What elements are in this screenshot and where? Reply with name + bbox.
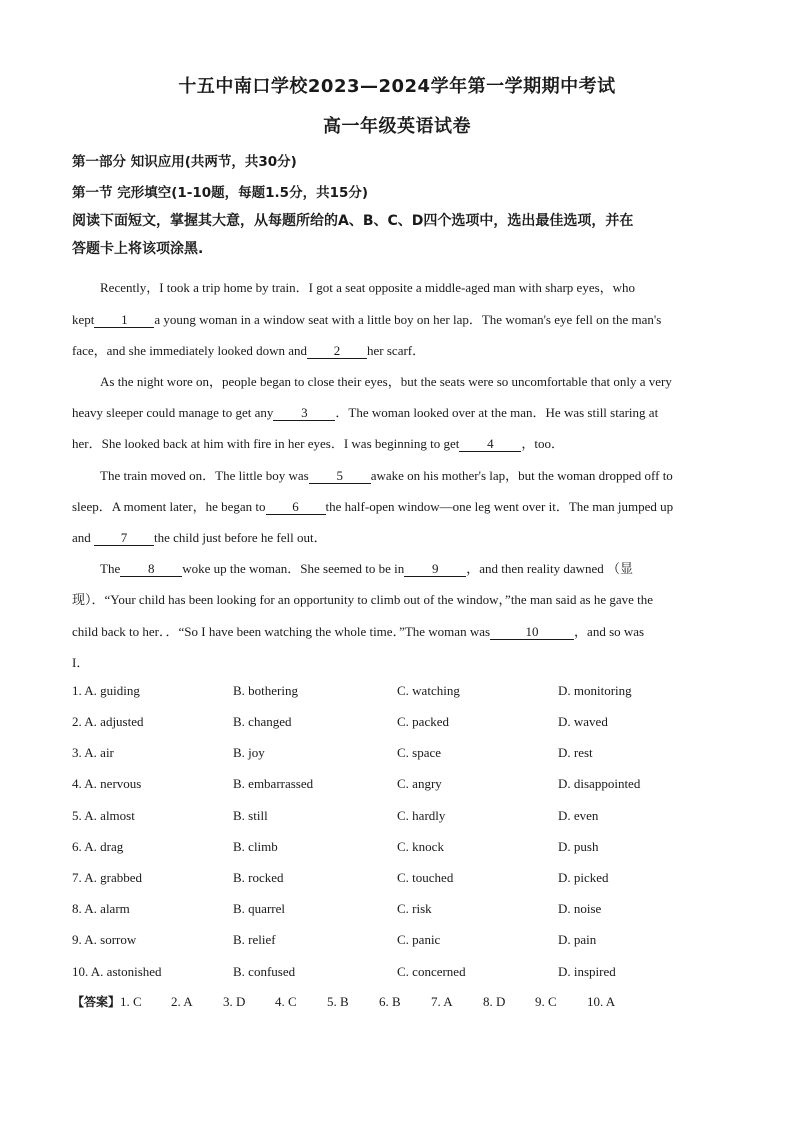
passage-line: face，and she immediately looked down and 2 her scarf．	[72, 343, 426, 358]
answer-item: 7. A	[431, 994, 453, 1009]
option-b: B. embarrassed	[233, 776, 314, 791]
option-c: C. angry	[397, 776, 442, 791]
option-a: 8. A. alarm	[72, 901, 130, 916]
blank-6: 6	[266, 500, 326, 515]
answer-item: 2. A	[171, 994, 193, 1009]
blank-9: 9	[404, 562, 466, 577]
option-a: 9. A. sorrow	[72, 932, 137, 947]
passage-line: kept 1 a young woman in a window seat with a little boy on her lap．The woman's eye fell on the man's	[72, 312, 662, 327]
answer-item: 1. C	[120, 994, 142, 1009]
option-d: D. rest	[558, 745, 593, 760]
answer-item: 9. C	[535, 994, 557, 1009]
option-a: 3. A. air	[72, 745, 114, 760]
option-c: C. watching	[397, 683, 460, 698]
option-b: B. confused	[233, 964, 296, 979]
passage-line: The train moved on．The little boy was 5 awake on his mother's lap，but the woman dropped off to	[100, 468, 673, 483]
answer-item: 3. D	[223, 994, 246, 1009]
answer-key	[72, 993, 615, 1010]
answer-item: 4. C	[275, 994, 297, 1009]
option-d: D. even	[558, 808, 599, 823]
option-a: 5. A. almost	[72, 808, 135, 823]
option-c: C. knock	[397, 839, 444, 854]
passage-line: Recently，I took a trip home by train．I got a seat opposite a middle-aged man with sharp eyes，who	[100, 280, 636, 295]
section-heading: 第一节 完形填空(1-10题，每题1.5分，共15分)	[72, 185, 369, 201]
passage-line: I．	[72, 655, 90, 670]
option-c: C. risk	[397, 901, 432, 916]
passage-line: sleep．A moment later，he began to 6 the half-open window—one leg went over it．The man jumped up	[72, 499, 674, 514]
option-a: 6. A. drag	[72, 839, 124, 854]
option-b: B. bothering	[233, 683, 298, 698]
option-a: 7. A. grabbed	[72, 870, 143, 885]
answer-item: 6. B	[379, 994, 401, 1009]
option-b: B. relief	[233, 932, 276, 947]
blank-4: 4	[459, 437, 521, 452]
option-d: D. picked	[558, 870, 609, 885]
passage-line: heavy sleeper could manage to get any 3 ．The woman looked over at the man．He was still staring at	[72, 405, 659, 420]
option-a: 1. A. guiding	[72, 683, 140, 698]
instruction-line-1: 阅读下面短文，掌握其大意，从每题所给的A、B、C、D四个选项中，选出最佳选项，并在	[72, 213, 634, 229]
passage-line: her．She looked back at him with fire in her eyes．I was beginning to get 4 ，too．	[72, 436, 564, 451]
option-d: D. waved	[558, 714, 608, 729]
answer-item: 8. D	[483, 994, 506, 1009]
blank-1: 1	[94, 313, 154, 328]
option-c: C. touched	[397, 870, 454, 885]
passage-line: The 8 woke up the woman．She seemed to be in 9 ，and then reality dawned （显	[100, 561, 634, 576]
answer-item: 5. B	[327, 994, 349, 1009]
blank-5: 5	[309, 469, 371, 484]
passage-line: 现）．“Your child has been looking for an opportunity to climb out of the window，”the man said as he gave the	[72, 592, 654, 607]
exam-title: 十五中南口学校2023—2024学年第一学期期中考试	[178, 76, 616, 97]
option-b: B. still	[233, 808, 268, 823]
option-d: D. push	[558, 839, 599, 854]
option-b: B. quarrel	[233, 901, 285, 916]
blank-10: 10	[490, 625, 574, 640]
option-c: C. concerned	[397, 964, 466, 979]
passage-line: As the night wore on，people began to close their eyes，but the seats were so uncomfortable that only a very	[100, 374, 672, 389]
option-a: 4. A. nervous	[72, 776, 142, 791]
option-b: B. changed	[233, 714, 292, 729]
blank-8: 8	[120, 562, 182, 577]
blank-2: 2	[307, 344, 367, 359]
part-heading: 第一部分 知识应用(共两节，共30分)	[72, 154, 297, 170]
answer-item: 10. A	[587, 994, 616, 1009]
option-d: D. noise	[558, 901, 602, 916]
option-c: C. panic	[397, 932, 441, 947]
option-a: 2. A. adjusted	[72, 714, 144, 729]
option-d: D. inspired	[558, 964, 616, 979]
exam-subtitle: 高一年级英语试卷	[323, 116, 471, 137]
passage-line: child back to her．．“So I have been watching the whole time．”The woman was 10 ，and so was	[72, 624, 645, 639]
passage-line: and 7 the child just before he fell out．	[72, 530, 327, 545]
option-a: 10. A. astonished	[72, 964, 162, 979]
answer-label: 【答案】	[72, 995, 121, 1009]
option-c: C. hardly	[397, 808, 446, 823]
option-c: C. space	[397, 745, 442, 760]
option-b: B. climb	[233, 839, 278, 854]
option-d: D. monitoring	[558, 683, 632, 698]
instruction-line-2: 答题卡上将该项涂黑.	[72, 241, 204, 257]
option-d: D. pain	[558, 932, 597, 947]
option-b: B. joy	[233, 745, 265, 760]
option-b: B. rocked	[233, 870, 284, 885]
option-c: C. packed	[397, 714, 449, 729]
blank-3: 3	[273, 406, 335, 421]
option-d: D. disappointed	[558, 776, 641, 791]
blank-7: 7	[94, 531, 154, 546]
